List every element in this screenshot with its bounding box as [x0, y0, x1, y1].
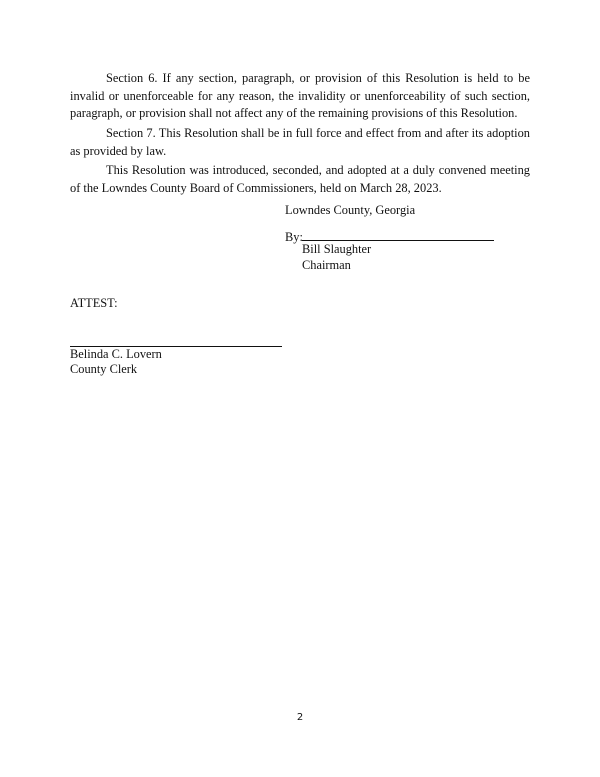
clerk-name: Belinda C. Lovern [70, 347, 162, 361]
clerk-title: County Clerk [70, 362, 138, 376]
section-7-paragraph: Section 7. This Resolution shall be in full force and effect from and after its adoption as provided by law. [70, 126, 530, 158]
adoption-paragraph: This Resolution was introduced, seconded, and adopted at a duly convened meeting of the Lowndes County Board of Commissioners, held on March 28, 2023. [70, 163, 530, 195]
attest-label: ATTEST: [70, 296, 118, 310]
county-line: Lowndes County, Georgia [285, 203, 416, 217]
signer-title: Chairman [302, 258, 351, 272]
signer-name: Bill Slaughter [302, 242, 372, 256]
by-label: By: [285, 230, 303, 244]
page-number: 2 [296, 712, 304, 723]
section-6-paragraph: Section 6. If any section, paragraph, or provision of this Resolution is held to be invalid or unenforceable for any reason, the invalidity or unenforceability of such section, paragraph, or provision shall not affect any of the remaining provisions of this Resolution. [70, 71, 530, 120]
